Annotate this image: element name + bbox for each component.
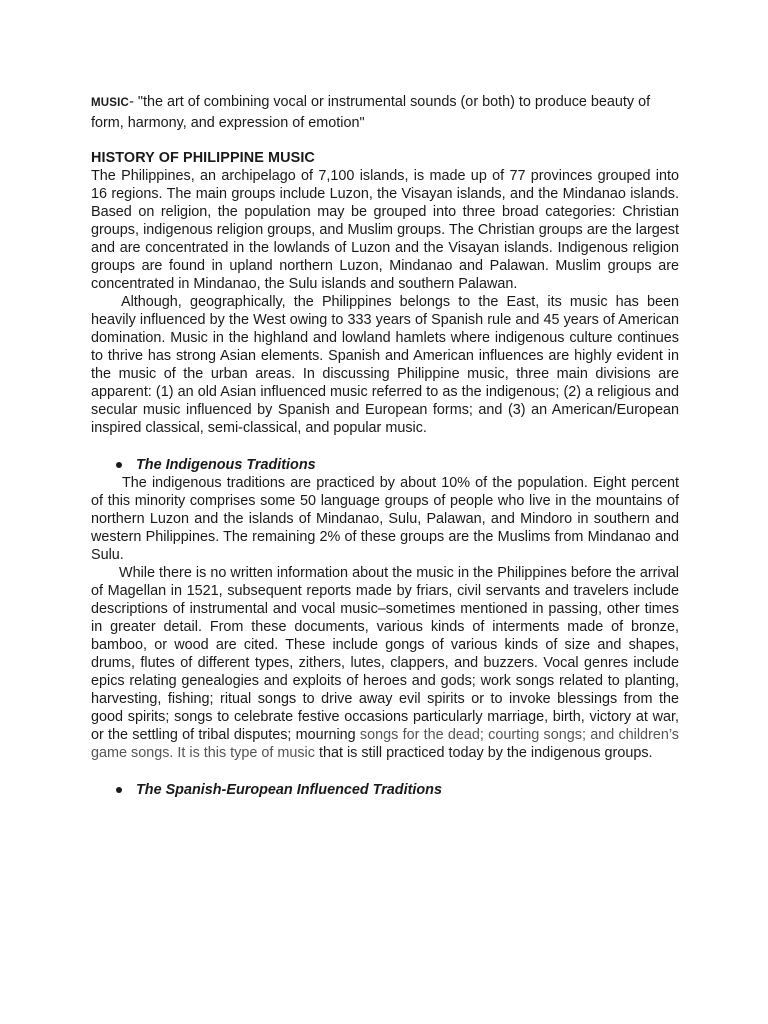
definition-term: MUSIC <box>91 97 130 109</box>
influence-paragraph: Although, geographically, the Philippines belongs to the East, its music has been heavily influenced by the West owing to 333 years of Spanish rule and 45 years of American domination. Music in the highland and lowland hamlets where indigenous culture continues to thrive has strong Asian elements. Spanish and American influences are highly evident in the music of the urban areas. In discussing Philippine music, three main divisions are apparent: (1) an old Asian influenced music referred to as the indigenous; (2) a religious and secular music influenced by Spanish and European forms; and (3) an American/European inspired classical, semi-classical, and popular music. <box>91 294 679 436</box>
bullet-indigenous-traditions <box>91 456 679 474</box>
indigenous-paragraph: The indigenous traditions are practiced by about 10% of the population. Eight percent of this minority comprises some 50 language groups of people who live in the mountains of northern Luzon and the islands of Mindanao, Sulu, Palawan, and Mindoro in southern and western Philippines. The remaining 2% of these groups are the Muslims from Mindanao and Sulu. <box>91 475 679 563</box>
bullet-icon <box>116 462 122 468</box>
written-info-paragraph <box>91 564 679 762</box>
bullet-title: The Spanish-European Influenced Traditions <box>136 782 442 798</box>
bullet-title: The Indigenous Traditions <box>136 457 316 473</box>
bullet-spanish-european-traditions <box>91 781 679 799</box>
section-heading: HISTORY OF PHILIPPINE MUSIC <box>91 150 315 166</box>
written-info-tail: that is still practiced today by the indigenous groups. <box>314 745 653 761</box>
written-info-main: While there is no written information about the music in the Philippines before the arrival of Magellan in 1521, subsequent reports made by friars, civil servants and travelers include descriptions of instrumental and vocal music–sometimes mentioned in passing, other times in greater detail. From these documents, various kinds of interments made of bronze, bamboo, or wood are cited. These include gongs of various kinds of size and shapes, drums, flutes of different types, zithers, lutes, clappers, and buzzers. Vocal genres include epics relating genealogies and exploits of heroes and gods; work songs related to planting, harvesting, fishing; ritual songs to drive away evil spirits or to invoke blessings from the good spirits; songs to celebrate festive occasions particularly marriage, birth, victory at war, or the settling of tribal disputes; mourning <box>91 565 679 743</box>
intro-paragraph: The Philippines, an archipelago of 7,100 islands, is made up of 77 provinces grouped into 16 regions. The main groups include Luzon, the Visayan islands, and the Mindanao islands. Based on religion, the population may be grouped into three broad categories: Christian groups, indigenous religion groups, and Muslim groups. The Christian groups are the largest and are concentrated in the lowlands of Luzon and the Visayan islands. Indigenous religion groups are found in upland northern Luzon, Mindanao and Palawan. Muslim groups are concentrated in Mindanao, the Sulu islands and southern Palawan. <box>91 168 679 292</box>
definition-text: - "the art of combining vocal or instrumental sounds (or both) to produce beauty of form, harmony, and expression of emotion" <box>91 94 651 131</box>
bullet-icon <box>116 787 122 793</box>
document-page <box>91 92 679 799</box>
music-definition <box>91 92 679 133</box>
written-info-gray: songs for the dead; courting songs; and children’s game songs. It is this type of music <box>91 727 679 761</box>
